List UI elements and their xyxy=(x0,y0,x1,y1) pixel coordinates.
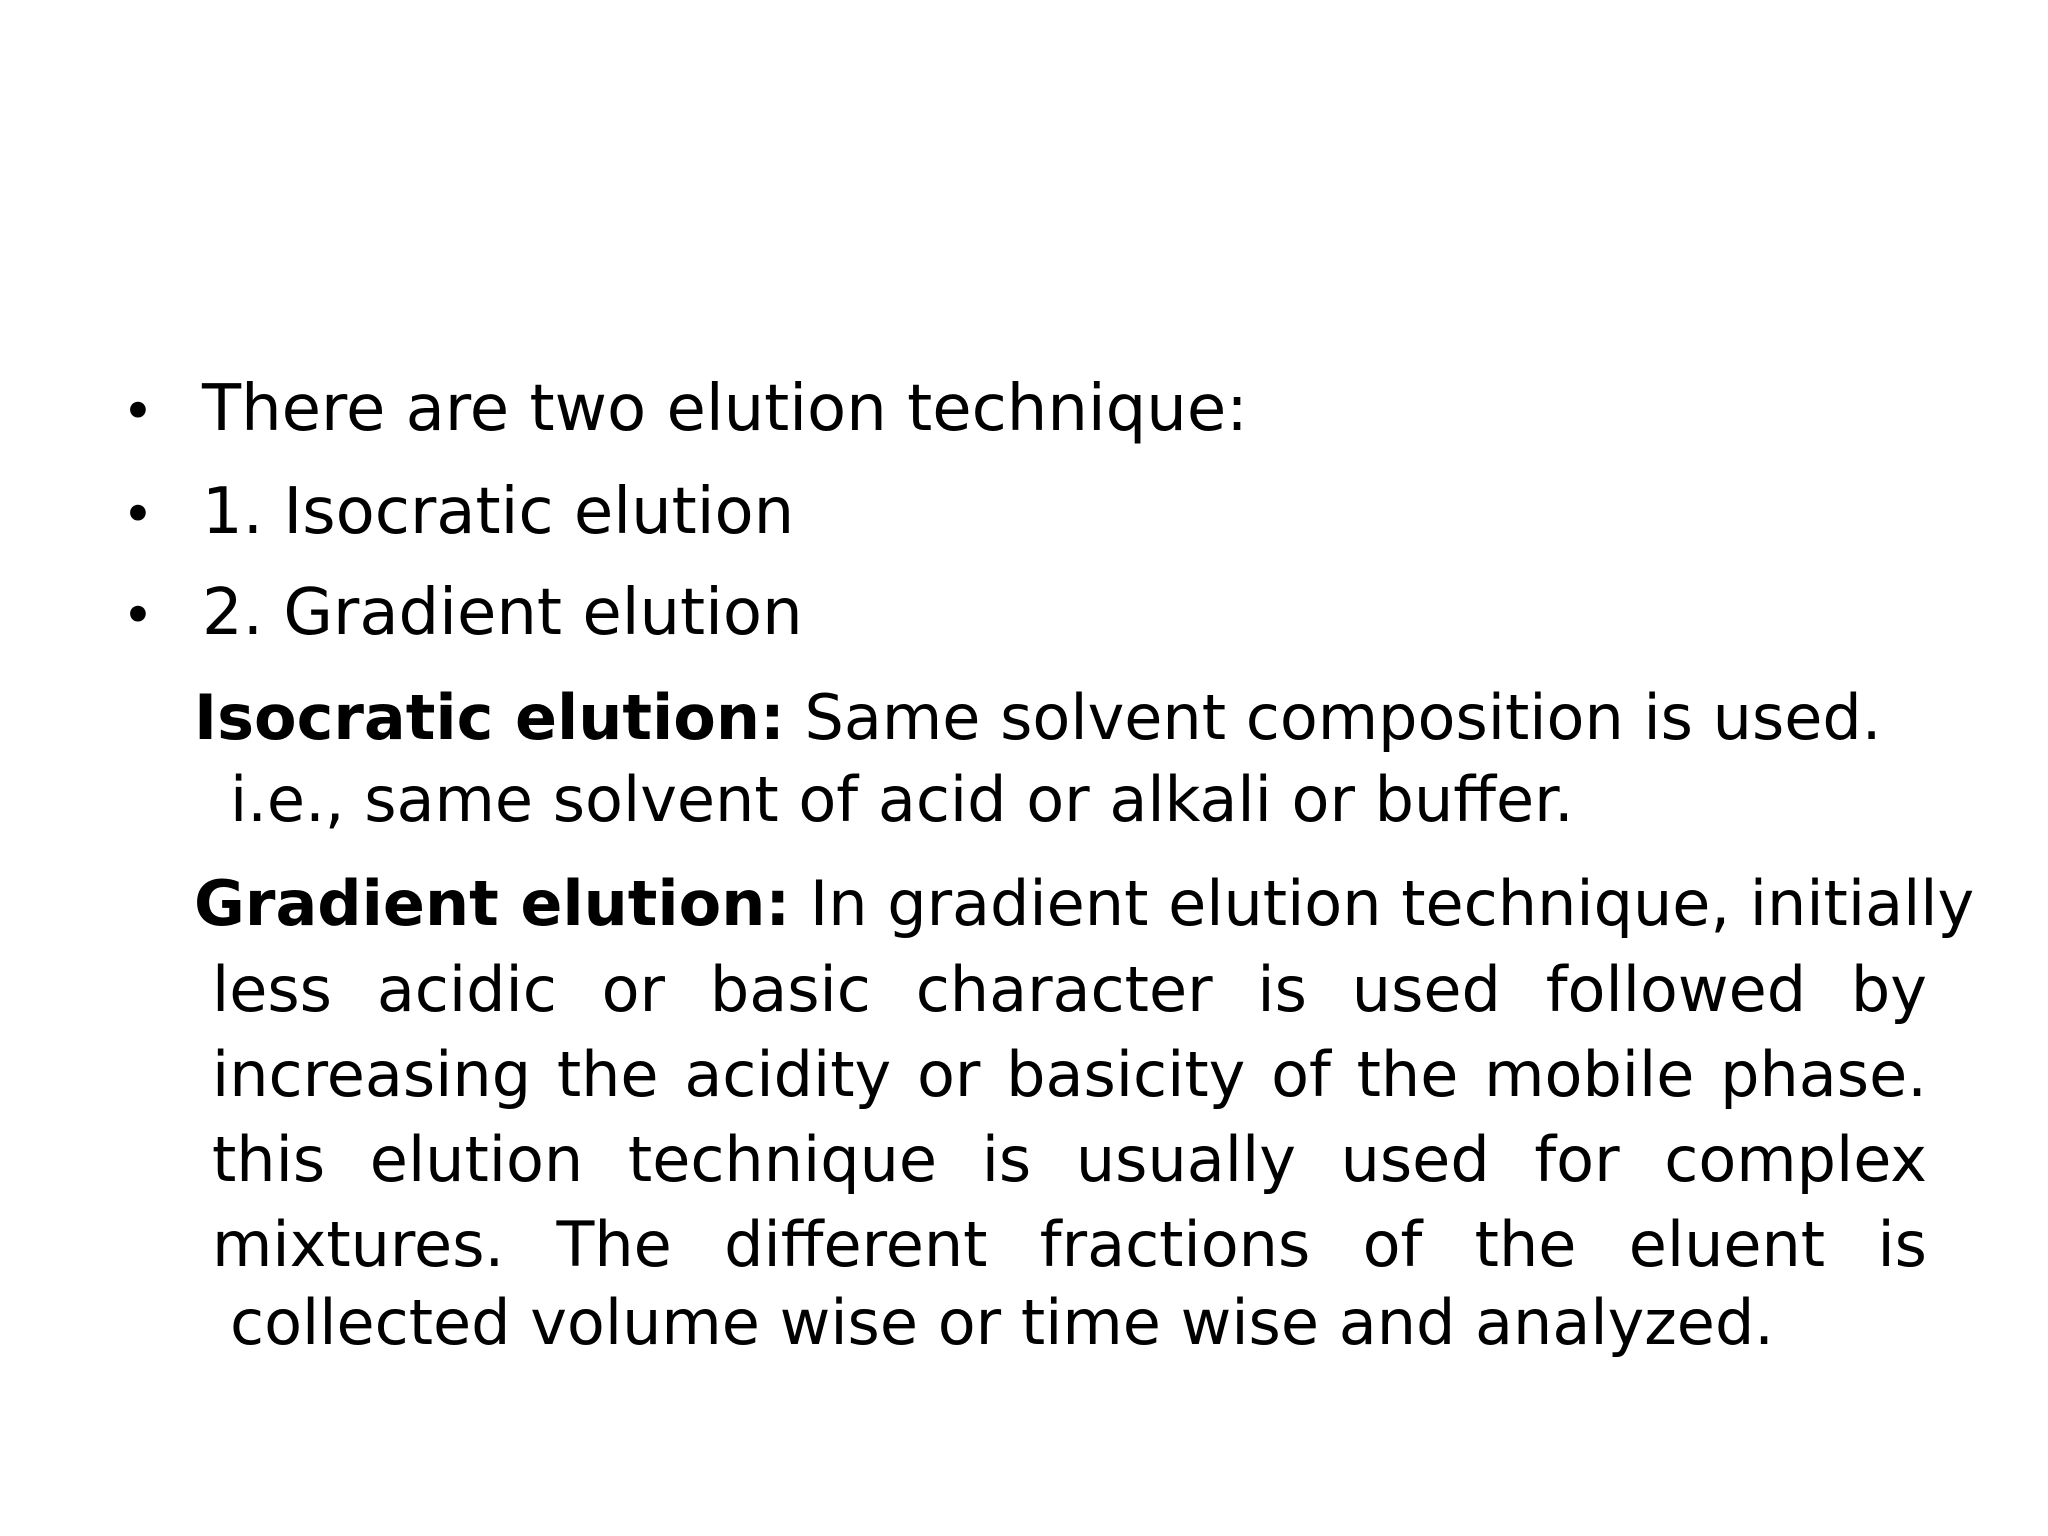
word: for xyxy=(1534,1123,1620,1196)
word: of xyxy=(1362,1208,1423,1281)
word: eluent xyxy=(1628,1208,1826,1281)
word: usually xyxy=(1075,1123,1296,1196)
word: basicity xyxy=(1006,1038,1246,1111)
word: acidity xyxy=(684,1038,892,1111)
word: basic xyxy=(709,953,871,1026)
word: mixtures. xyxy=(212,1208,505,1281)
word: of xyxy=(1271,1038,1331,1111)
bullet-item xyxy=(122,364,1248,454)
word: complex xyxy=(1664,1123,1927,1196)
word: different xyxy=(724,1208,988,1281)
gradient-line xyxy=(212,947,1927,1032)
bullet-text: There are two elution technique: xyxy=(202,372,1248,446)
bullet-icon: • xyxy=(122,584,154,647)
word: The xyxy=(556,1208,672,1281)
word: is xyxy=(1877,1208,1927,1281)
word: mobile xyxy=(1484,1038,1695,1111)
word: increasing xyxy=(212,1038,532,1111)
isocratic-definition xyxy=(194,675,1881,761)
gradient-last-line-text: collected volume wise or time wise and analyzed. xyxy=(230,1286,1775,1359)
bullet-icon: • xyxy=(122,380,154,443)
word: the xyxy=(1356,1038,1459,1111)
bullet-icon: • xyxy=(122,483,154,546)
isocratic-continuation-text: i.e., same solvent of acid or alkali or buffer. xyxy=(230,763,1574,836)
bullet-text: 2. Gradient elution xyxy=(202,576,803,650)
word: less xyxy=(212,953,332,1026)
word: phase. xyxy=(1720,1038,1927,1111)
gradient-line xyxy=(212,1202,1927,1287)
gradient-definition xyxy=(194,861,1974,947)
word: by xyxy=(1850,953,1927,1026)
word: the xyxy=(1474,1208,1577,1281)
bullet-item xyxy=(122,467,794,557)
word: elution xyxy=(369,1123,584,1196)
bullet-item xyxy=(122,568,803,658)
gradient-definition-text: In gradient elution technique, initially xyxy=(790,867,1975,940)
gradient-body xyxy=(212,947,1927,1287)
isocratic-term: Isocratic elution: xyxy=(194,681,785,754)
word: used xyxy=(1340,1123,1490,1196)
word: acidic xyxy=(376,953,557,1026)
word: followed xyxy=(1545,953,1807,1026)
bullet-text: 1. Isocratic elution xyxy=(202,475,795,549)
word: or xyxy=(601,953,666,1026)
word: character xyxy=(915,953,1213,1026)
isocratic-definition-text: Same solvent composition is used. xyxy=(784,681,1882,754)
word: technique xyxy=(627,1123,938,1196)
word: used xyxy=(1351,953,1501,1026)
word: the xyxy=(556,1038,659,1111)
word: or xyxy=(916,1038,981,1111)
gradient-term: Gradient elution: xyxy=(194,867,791,940)
gradient-line xyxy=(212,1117,1927,1202)
word: is xyxy=(981,1123,1032,1196)
isocratic-continuation xyxy=(230,757,1574,843)
word: is xyxy=(1257,953,1307,1026)
gradient-last-line xyxy=(230,1280,1774,1366)
word: fractions xyxy=(1039,1208,1311,1281)
gradient-line xyxy=(212,1032,1927,1117)
word: this xyxy=(212,1123,326,1196)
